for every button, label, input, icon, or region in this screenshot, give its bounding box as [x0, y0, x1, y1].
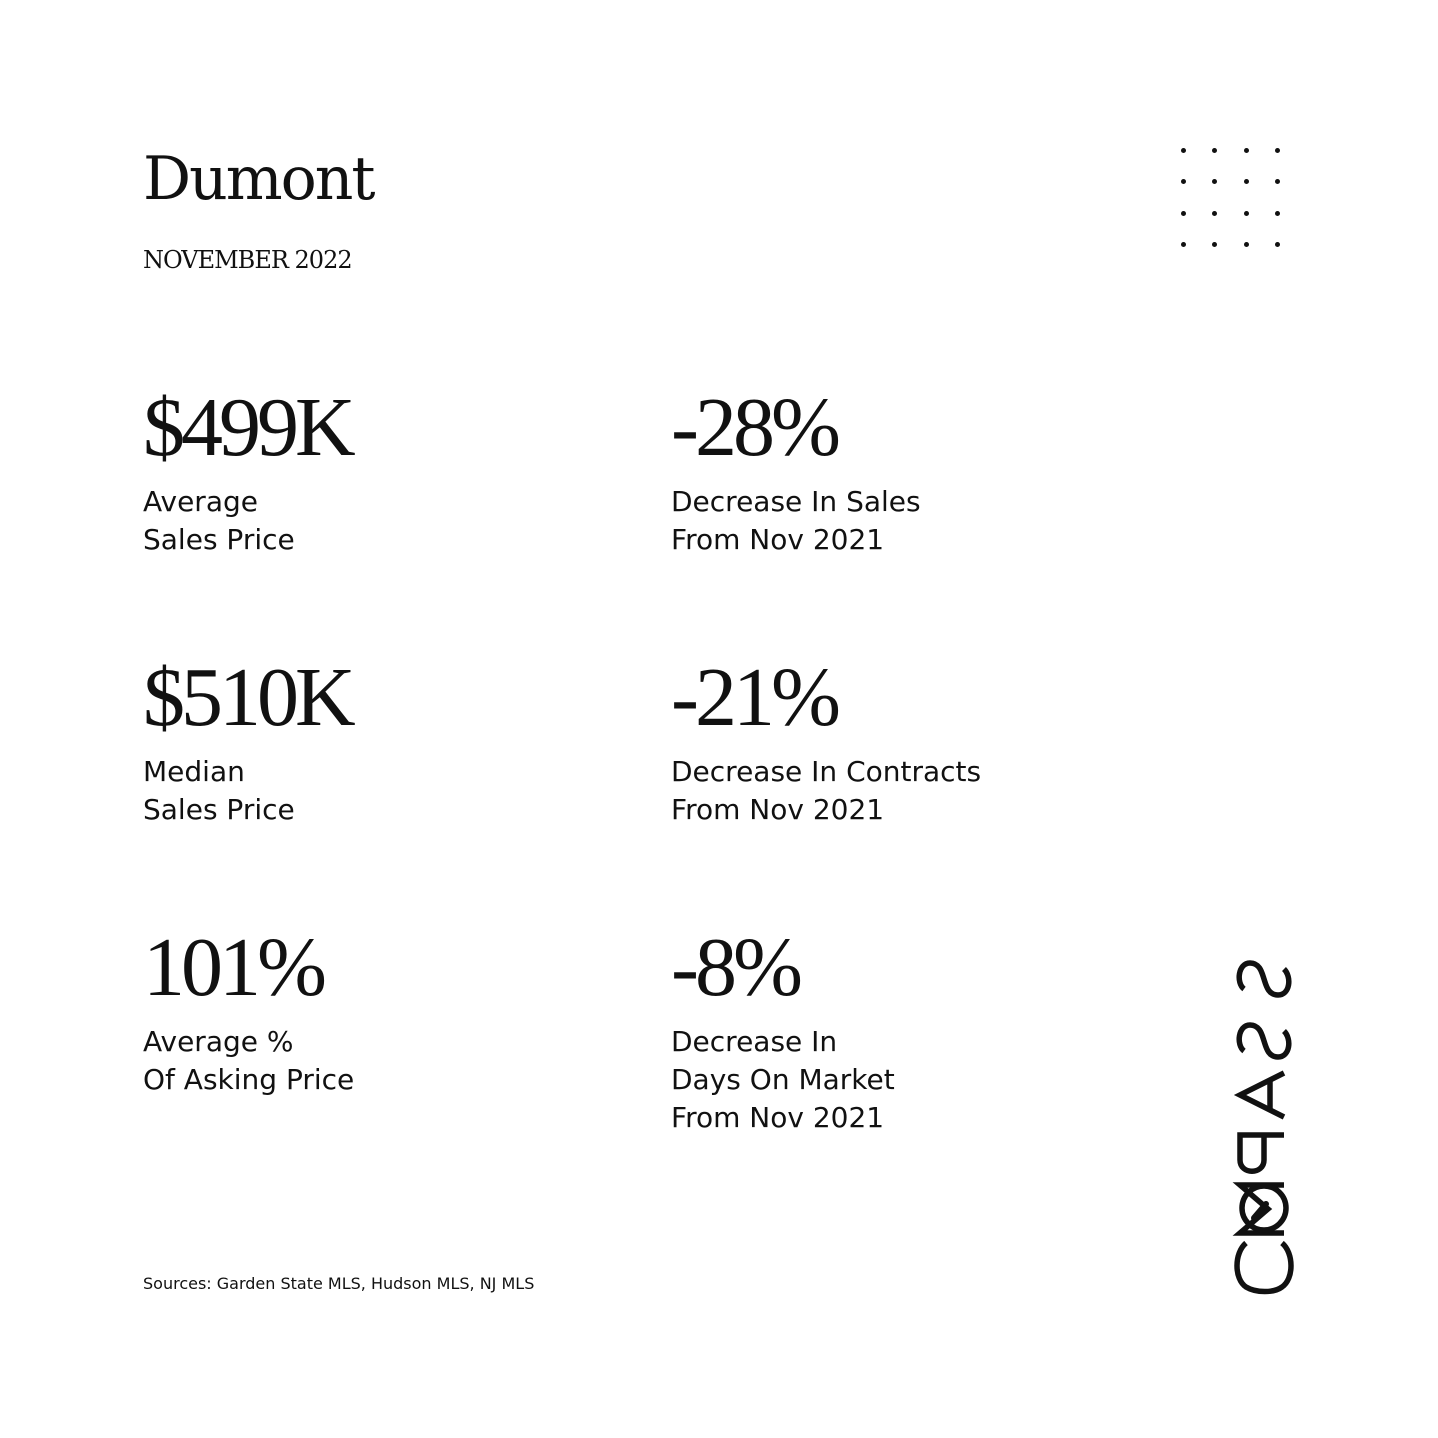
stat-value: 101%	[143, 921, 323, 1014]
stat-label: Decrease In Days On Market From Nov 2021	[671, 1025, 895, 1134]
decorative-dot	[1212, 148, 1217, 153]
stat-label: Average % Of Asking Price	[143, 1025, 355, 1096]
report-period: NOVEMBER 2022	[143, 246, 352, 274]
decorative-dot	[1275, 179, 1280, 184]
decorative-dot	[1244, 242, 1249, 247]
decorative-dot	[1275, 211, 1280, 216]
decorative-dot	[1181, 211, 1186, 216]
stat-sales-change	[671, 381, 921, 559]
decorative-dot	[1275, 148, 1280, 153]
decorative-dot	[1181, 179, 1186, 184]
compass-logo-lower	[1232, 1235, 1296, 1295]
decorative-dot	[1244, 211, 1249, 216]
sources-footnote: Sources: Garden State MLS, Hudson MLS, NJ MLS	[143, 1274, 535, 1293]
stat-percent-of-asking	[143, 921, 355, 1099]
stat-average-sales-price	[143, 381, 352, 559]
stat-value: $510K	[143, 651, 352, 744]
stat-label: Median Sales Price	[143, 755, 295, 826]
decorative-dot	[1244, 179, 1249, 184]
stat-label: Average Sales Price	[143, 485, 295, 556]
compass-logo-icon	[1232, 1180, 1296, 1236]
stat-label: Decrease In Sales From Nov 2021	[671, 485, 921, 556]
stat-median-sales-price	[143, 651, 352, 829]
decorative-dot	[1212, 211, 1217, 216]
decorative-dot	[1212, 242, 1217, 247]
stat-days-on-market-change	[671, 921, 895, 1137]
decorative-dot-grid	[1175, 142, 1300, 267]
stat-value: -21%	[671, 651, 837, 744]
decorative-dot	[1181, 148, 1186, 153]
decorative-dot	[1275, 242, 1280, 247]
stat-value: $499K	[143, 381, 352, 474]
page-title: Dumont	[143, 144, 374, 214]
stat-value: -8%	[671, 921, 799, 1014]
stat-contracts-change	[671, 651, 982, 829]
decorative-dot	[1244, 148, 1249, 153]
decorative-dot	[1181, 242, 1186, 247]
decorative-dot	[1212, 179, 1217, 184]
stat-value: -28%	[671, 381, 837, 474]
stat-label: Decrease In Contracts From Nov 2021	[671, 755, 982, 826]
